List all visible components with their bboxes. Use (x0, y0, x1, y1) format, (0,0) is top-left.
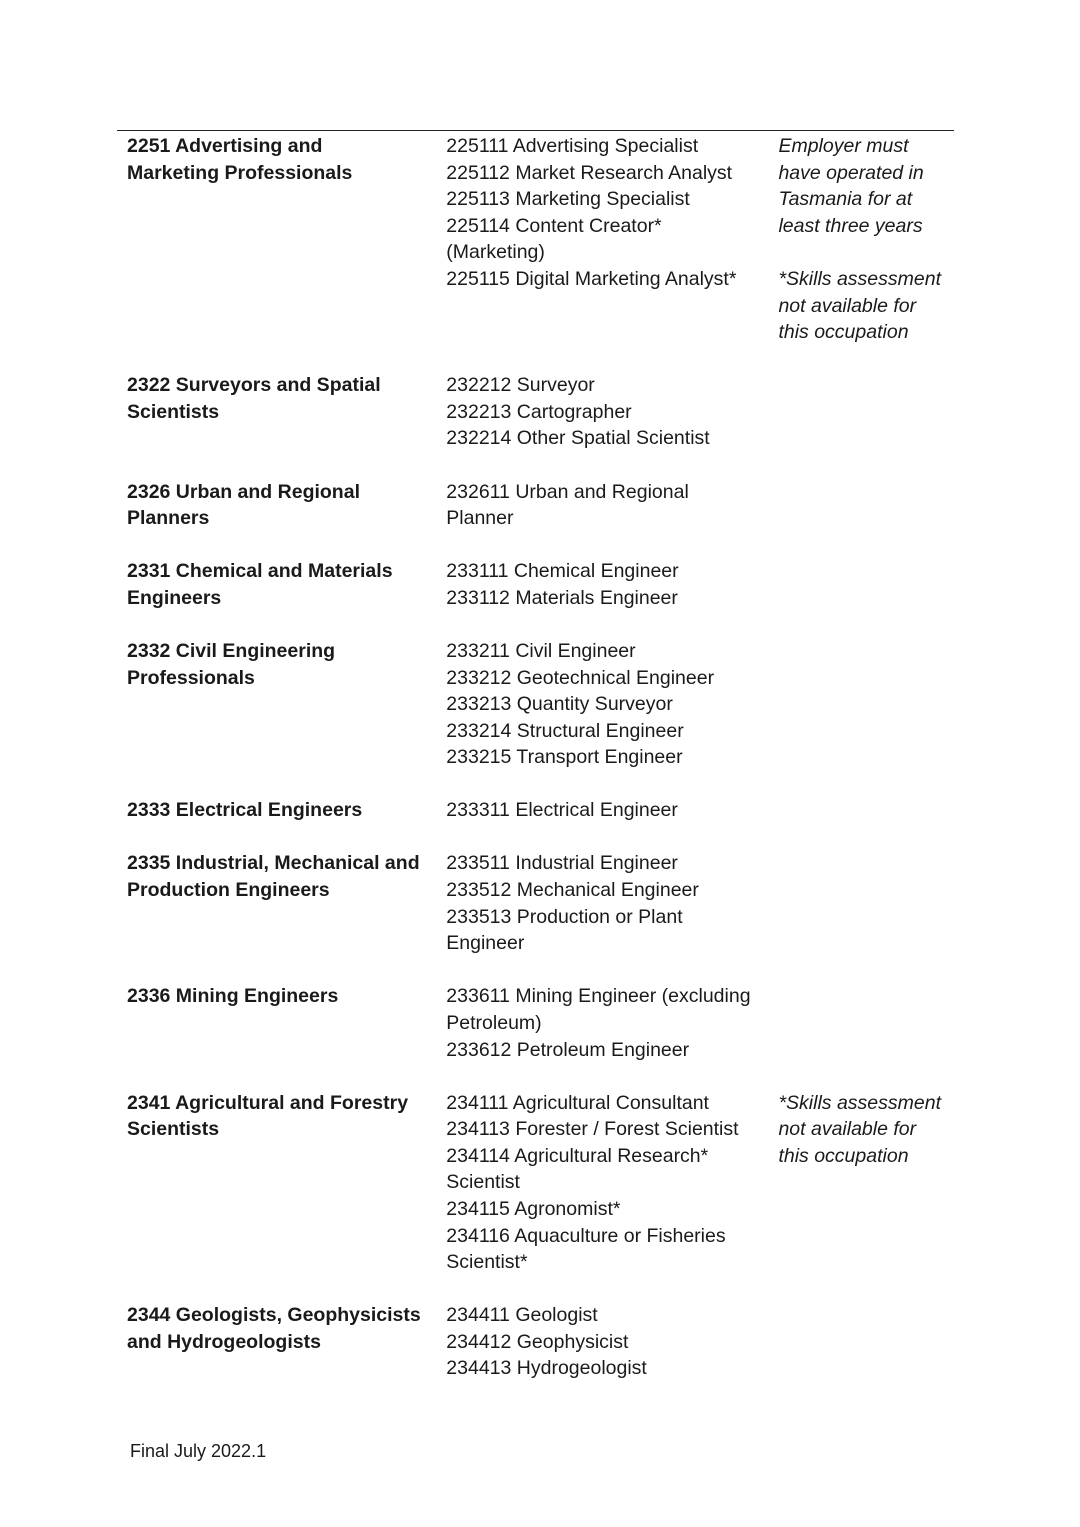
note-line: not available for (778, 1118, 917, 1141)
occupation-line: 234116 Aquaculture or Fisheries (446, 1224, 726, 1247)
occupation-line: 233112 Materials Engineer (446, 586, 678, 609)
table-row (127, 850, 947, 956)
note-spacer (778, 239, 947, 266)
table-row (127, 479, 947, 532)
unit-group-cell (127, 1302, 446, 1355)
occupation-line: (Marketing) (446, 241, 545, 264)
table-row (127, 638, 947, 771)
occupation-line: 232611 Urban and Regional (446, 480, 689, 503)
occupation-line: 233214 Structural Engineer (446, 719, 684, 742)
occupations-cell (446, 638, 778, 771)
unit-group-cell (127, 372, 446, 425)
unit-group-line: Scientists (127, 400, 220, 423)
occupation-line: 234113 Forester / Forest Scientist (446, 1118, 739, 1141)
table-row (127, 797, 947, 824)
unit-group-cell (127, 797, 446, 824)
unit-group-line: and Hydrogeologists (127, 1330, 321, 1353)
occupation-line: 233111 Chemical Engineer (446, 560, 679, 583)
occupation-line: 225111 Advertising Specialist (446, 135, 699, 157)
occupation-table (127, 133, 947, 1409)
unit-group-line: 2251 Advertising and (127, 135, 323, 157)
occupation-line: 234111 Agricultural Consultant (446, 1091, 709, 1114)
occupation-line: 233511 Industrial Engineer (446, 852, 678, 875)
occupation-line: 225113 Marketing Specialist (446, 188, 690, 211)
note-line: not available for (778, 294, 917, 317)
unit-group-line: 2335 Industrial, Mechanical and (127, 852, 420, 875)
unit-group-line: 2333 Electrical Engineers (127, 799, 363, 822)
occupations-cell (446, 1302, 778, 1382)
occupation-line: 233512 Mechanical Engineer (446, 879, 699, 902)
unit-group-cell (127, 558, 446, 611)
unit-group-line: 2332 Civil Engineering (127, 639, 336, 662)
unit-group-line: 2322 Surveyors and Spatial (127, 374, 381, 397)
occupation-line: 233311 Electrical Engineer (446, 799, 678, 822)
occupation-line: 233513 Production or Plant (446, 905, 683, 928)
occupations-cell (446, 1090, 778, 1276)
occupation-line: 234412 Geophysicist (446, 1330, 629, 1353)
unit-group-line: 2326 Urban and Regional (127, 480, 360, 503)
table-row (127, 1090, 947, 1276)
table-row (127, 983, 947, 1063)
occupations-cell (446, 850, 778, 956)
occupation-line: 233611 Mining Engineer (excluding (446, 985, 751, 1008)
unit-group-line: Marketing Professionals (127, 161, 353, 184)
note-line: *Skills assessment (778, 267, 942, 290)
unit-group-line: Professionals (127, 666, 255, 689)
unit-group-line: Planners (127, 507, 210, 530)
occupation-line: Engineer (446, 932, 525, 955)
occupation-line: 225115 Digital Marketing Analyst* (446, 267, 737, 290)
unit-group-cell (127, 983, 446, 1010)
notes-cell (778, 1090, 947, 1170)
note-line: Tasmania for at (778, 188, 913, 211)
occupation-line: Scientist (446, 1171, 520, 1194)
note-line: *Skills assessment (778, 1091, 942, 1114)
occupation-line: 233212 Geotechnical Engineer (446, 666, 715, 689)
occupations-cell (446, 372, 778, 452)
unit-group-line: Production Engineers (127, 879, 330, 902)
occupation-line: 234413 Hydrogeologist (446, 1357, 647, 1380)
unit-group-line: 2344 Geologists, Geophysicists (127, 1304, 421, 1327)
table-top-rule (117, 130, 954, 131)
unit-group-cell (127, 638, 446, 691)
occupation-line: 234115 Agronomist* (446, 1198, 621, 1220)
occupation-line: 233213 Quantity Surveyor (446, 693, 673, 716)
unit-group-cell (127, 133, 446, 186)
occupation-line: Planner (446, 507, 514, 530)
occupation-line: Petroleum) (446, 1011, 542, 1034)
unit-group-line: Scientists (127, 1118, 220, 1141)
table-row (127, 558, 947, 611)
note-line: this occupation (778, 321, 909, 344)
occupations-cell (446, 558, 778, 611)
table-row (127, 133, 947, 346)
unit-group-line: Engineers (127, 586, 222, 609)
note-line: least three years (778, 214, 923, 237)
unit-group-cell (127, 850, 446, 903)
notes-cell (778, 133, 947, 346)
table-row (127, 1302, 947, 1382)
footer-version: Final July 2022.1 (130, 1441, 267, 1461)
occupations-cell (446, 797, 778, 824)
occupation-line: 225114 Content Creator* (446, 214, 662, 237)
unit-group-cell (127, 479, 446, 532)
note-line: have operated in (778, 161, 924, 184)
note-line: Employer must (778, 135, 909, 157)
occupations-cell (446, 133, 778, 293)
occupation-line: 225112 Market Research Analyst (446, 161, 733, 184)
occupations-cell (446, 479, 778, 532)
occupation-line: 233211 Civil Engineer (446, 639, 636, 662)
occupation-line: 233612 Petroleum Engineer (446, 1038, 690, 1061)
occupation-line: 233215 Transport Engineer (446, 746, 683, 769)
occupation-line: 234411 Geologist (446, 1304, 598, 1327)
unit-group-cell (127, 1090, 446, 1143)
occupation-line: 232212 Surveyor (446, 374, 595, 397)
occupations-cell (446, 983, 778, 1063)
unit-group-line: 2331 Chemical and Materials (127, 560, 393, 583)
occupation-line: Scientist* (446, 1251, 528, 1274)
occupation-line: 232213 Cartographer (446, 400, 632, 423)
unit-group-line: 2341 Agricultural and Forestry (127, 1091, 409, 1114)
unit-group-line: 2336 Mining Engineers (127, 985, 339, 1008)
occupation-line: 232214 Other Spatial Scientist (446, 427, 710, 450)
note-line: this occupation (778, 1144, 909, 1167)
table-row (127, 372, 947, 452)
occupation-line: 234114 Agricultural Research* (446, 1144, 709, 1167)
